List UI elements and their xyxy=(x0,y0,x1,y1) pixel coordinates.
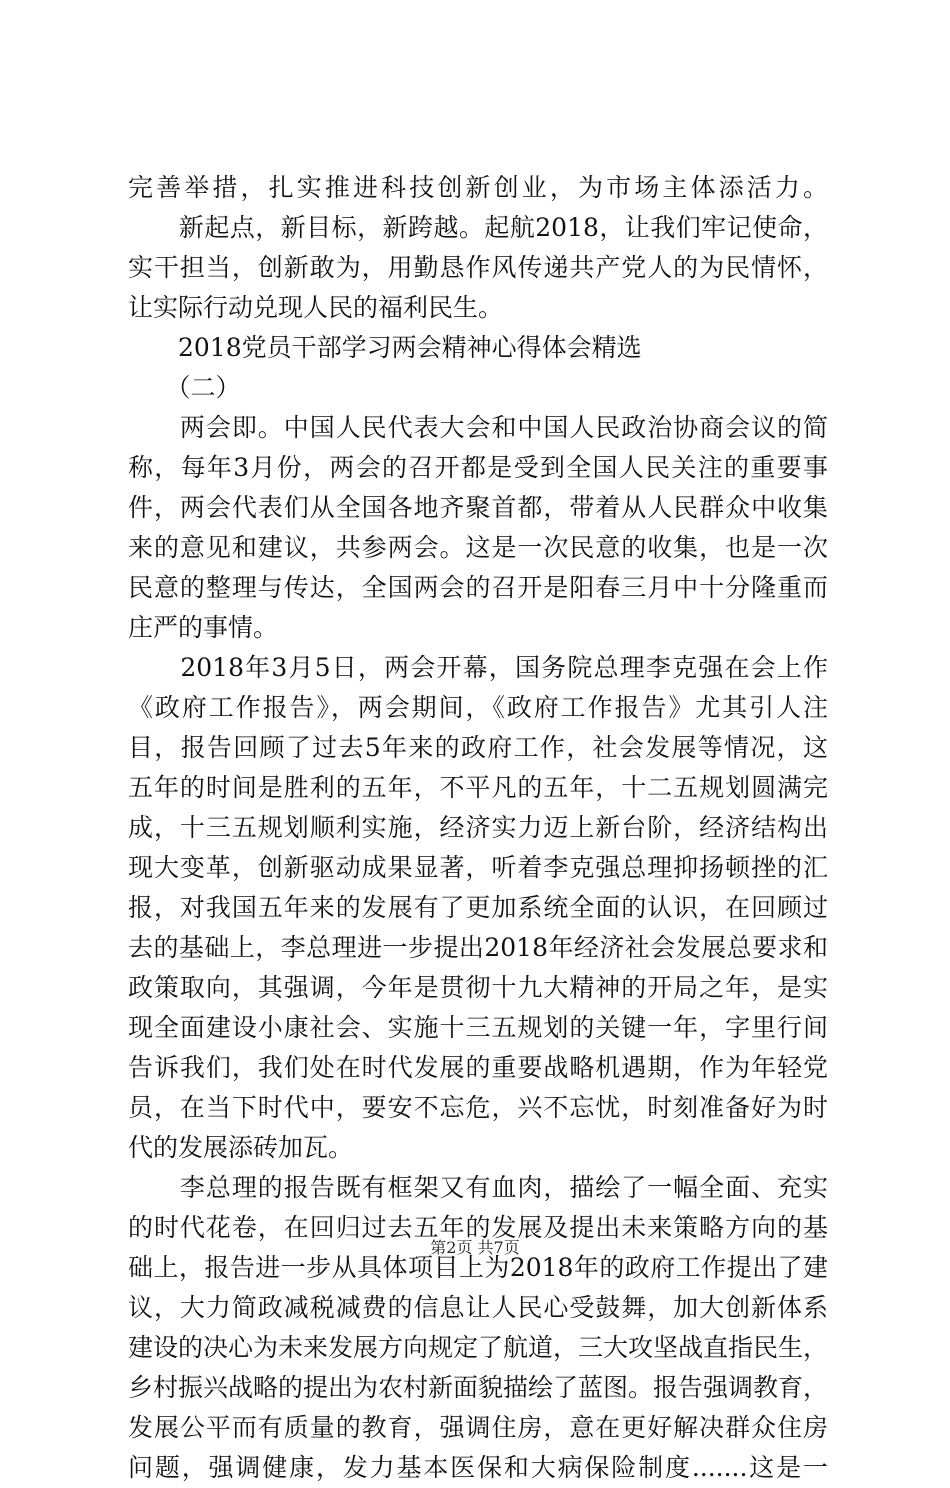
text-line: 的时代花卷，在回归过去五年的发展及提出未来策略方向的基 xyxy=(128,1213,828,1242)
text-line: 乡村振兴战略的提出为农村新面貌描绘了蓝图。报告强调教育， xyxy=(128,1373,829,1402)
text-line: 建设的决心为未来发展方向规定了航道，三大攻坚战直指民生， xyxy=(128,1333,829,1362)
page-number-footer: 第2页 共7页 xyxy=(430,1238,520,1257)
text-line: 问题，强调健康，发力基本医保和大病保险制度.......这是一 xyxy=(128,1453,828,1482)
text-line: 成，十三五规划顺利实施，经济实力迈上新台阶，经济结构出 xyxy=(128,813,828,842)
text-line: 新起点，新目标，新跨越。起航2018，让我们牢记使命， xyxy=(128,213,828,242)
text-line: 目，报告回顾了过去5年来的政府工作，社会发展等情况，这 xyxy=(128,733,828,762)
text-line: 告诉我们，我们处在时代发展的重要战略机遇期，作为年轻党 xyxy=(128,1053,828,1082)
text-line: 五年的时间是胜利的五年，不平凡的五年，十二五规划圆满完 xyxy=(128,773,828,802)
text-line: 础上，报告进一步从具体项目上为2018年的政府工作提出了建 xyxy=(128,1253,828,1282)
text-line: 发展公平而有质量的教育，强调住房，意在更好解决群众住房 xyxy=(128,1413,828,1442)
section-number: （二） xyxy=(128,373,241,402)
text-line: 政策取向，其强调，今年是贯彻十九大精神的开局之年，是实 xyxy=(128,973,828,1002)
text-line: 两会即。中国人民代表大会和中国人民政治协商会议的简 xyxy=(128,413,828,442)
document-body xyxy=(128,168,828,1488)
text-line: 称，每年3月份，两会的召开都是受到全国人民关注的重要事 xyxy=(128,453,828,482)
text-line: 来的意见和建议，共参两会。这是一次民意的收集，也是一次 xyxy=(128,533,828,562)
text-line: 代的发展添砖加瓦。 xyxy=(128,1133,354,1162)
text-line: 李总理的报告既有框架又有血肉，描绘了一幅全面、充实 xyxy=(128,1173,828,1202)
section-title: 2018党员干部学习两会精神心得体会精选 xyxy=(128,333,642,362)
text-line: 民意的整理与传达，全国两会的召开是阳春三月中十分隆重而 xyxy=(128,573,828,602)
text-line: 去的基础上，李总理进一步提出2018年经济社会发展总要求和 xyxy=(128,933,828,962)
text-line: 报，对我国五年来的发展有了更加系统全面的认识，在回顾过 xyxy=(128,893,828,922)
text-line: 庄严的事情。 xyxy=(128,613,279,642)
text-line: 《政府工作报告》，两会期间，《政府工作报告》尤其引人注 xyxy=(128,693,828,722)
text-line: 2018年3月5日，两会开幕，国务院总理李克强在会上作 xyxy=(128,653,828,682)
text-line: 让实际行动兑现人民的福利民生。 xyxy=(128,293,504,322)
text-line: 议，大力简政减税减费的信息让人民心受鼓舞，加大创新体系 xyxy=(128,1293,828,1322)
text-line: 件，两会代表们从全国各地齐聚首都，带着从人民群众中收集 xyxy=(128,493,828,522)
text-line: 现大变革，创新驱动成果显著，听着李克强总理抑扬顿挫的汇 xyxy=(128,853,828,882)
text-line: 完善举措，扎实推进科技创新创业，为市场主体添活力。 xyxy=(128,173,828,202)
text-line: 现全面建设小康社会、实施十三五规划的关键一年，字里行间 xyxy=(128,1013,828,1042)
text-line: 员，在当下时代中，要安不忘危，兴不忘忧，时刻准备好为时 xyxy=(128,1093,828,1122)
text-line: 实干担当，创新敢为，用勤恳作风传递共产党人的为民情怀， xyxy=(128,253,828,282)
